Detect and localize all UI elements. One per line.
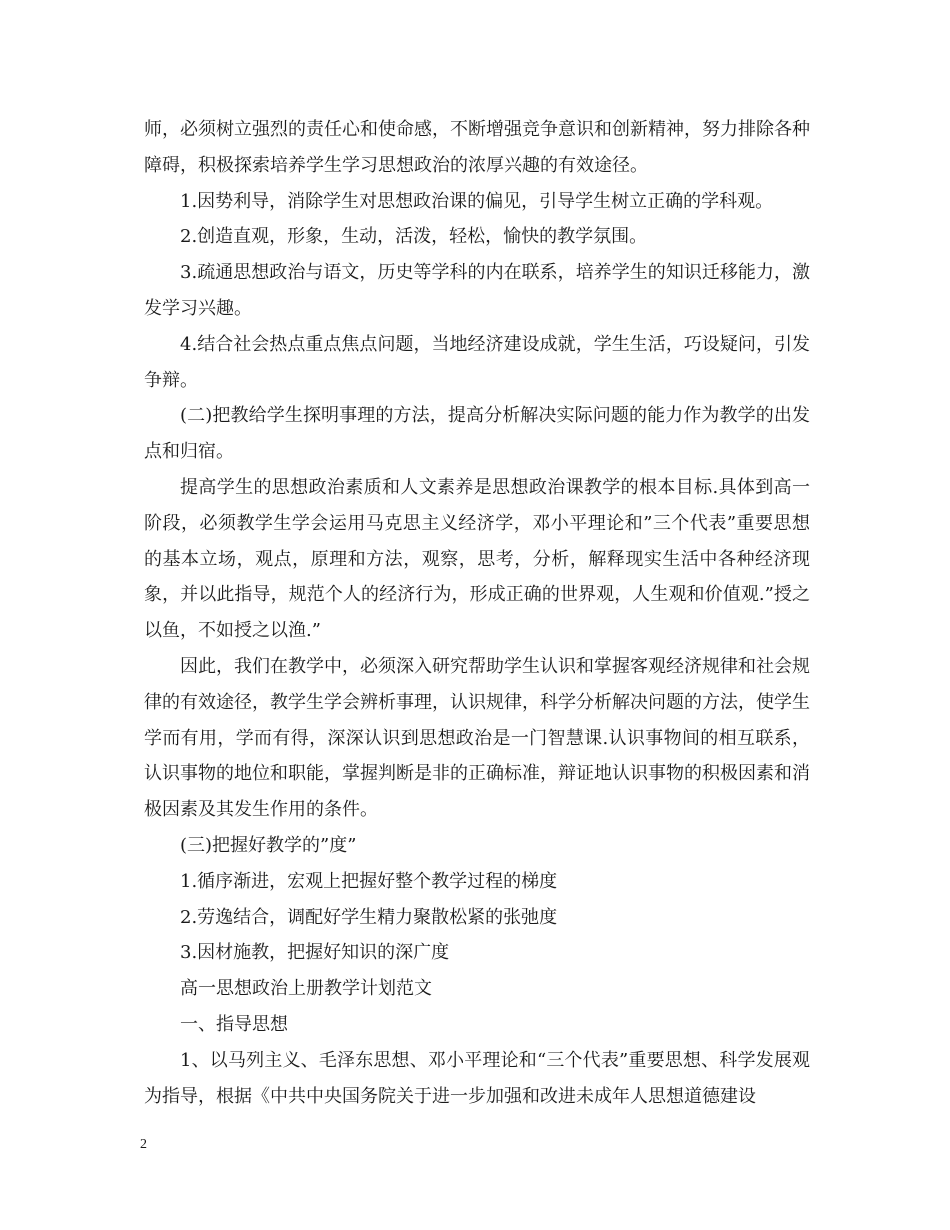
section-heading: (三)把握好教学的”度” xyxy=(180,834,357,856)
paragraph: 提高学生的思想政治素质和人文素养是思想政治课教学的根本目标.具体到高一阶段，必须教学生学会运用马克思主义经济学，邓小平理论和”三个代表”重要思想的基本立场，观点，原理和方法，观察，思考，分析，解释现实生活中各种经济现象，并以此指导，规范个人的经济行为，形成正确的世界观，人生观和价值观.”授之以鱼，不如授之以渔.” xyxy=(144,476,810,642)
document-body xyxy=(144,112,810,1114)
paragraph: 1、以马列主义、毛泽东思想、邓小平理论和“三个代表”重要思想、科学发展观为指导，根据《中共中央国务院关于进一步加强和改进未成年人思想道德建设 xyxy=(144,1049,810,1107)
section-heading: (二)把教给学生探明事理的方法，提高分析解决实际问题的能力作为教学的出发点和归宿。 xyxy=(144,405,810,463)
paragraph: 3.因材施教，把握好知识的深广度 xyxy=(180,942,450,964)
section-heading: 一、指导思想 xyxy=(180,1013,288,1035)
paragraph: 因此，我们在教学中，必须深入研究帮助学生认识和掌握客观经济规律和社会规律的有效途径，教学生学会辨析事理，认识规律，科学分析解决问题的方法，使学生学而有用，学而有得，深深认识到思想政治是一门智慧课.认识事物间的相互联系，认识事物的地位和职能，掌握判断是非的正确标准，辩证地认识事物的积极因素和消极因素及其发生作用的条件。 xyxy=(144,655,810,821)
paragraph: 2.劳逸结合，调配好学生精力聚散松紧的张弛度 xyxy=(180,906,558,928)
paragraph: 3.疏通思想政治与语文，历史等学科的内在联系，培养学生的知识迁移能力，激发学习兴趣。 xyxy=(144,262,810,319)
paragraph: 1.循序渐进，宏观上把握好整个教学过程的梯度 xyxy=(180,870,558,892)
paragraph: 4.结合社会热点重点焦点问题，当地经济建设成就，学生生活，巧设疑问，引发争辩。 xyxy=(144,333,810,391)
paragraph: 师，必须树立强烈的责任心和使命感，不断增强竞争意识和创新精神，努力排除各种障碍，积极探索培养学生学习思想政治的浓厚兴趣的有效途径。 xyxy=(144,119,810,176)
page-number: 2 xyxy=(140,1137,147,1152)
paragraph: 1.因势利导，消除学生对思想政治课的偏见，引导学生树立正确的学科观。 xyxy=(180,190,774,212)
paragraph: 2.创造直观，形象，生动，活泼，轻松，愉快的教学氛围。 xyxy=(180,226,648,248)
document-title: 高一思想政治上册教学计划范文 xyxy=(180,978,432,1000)
